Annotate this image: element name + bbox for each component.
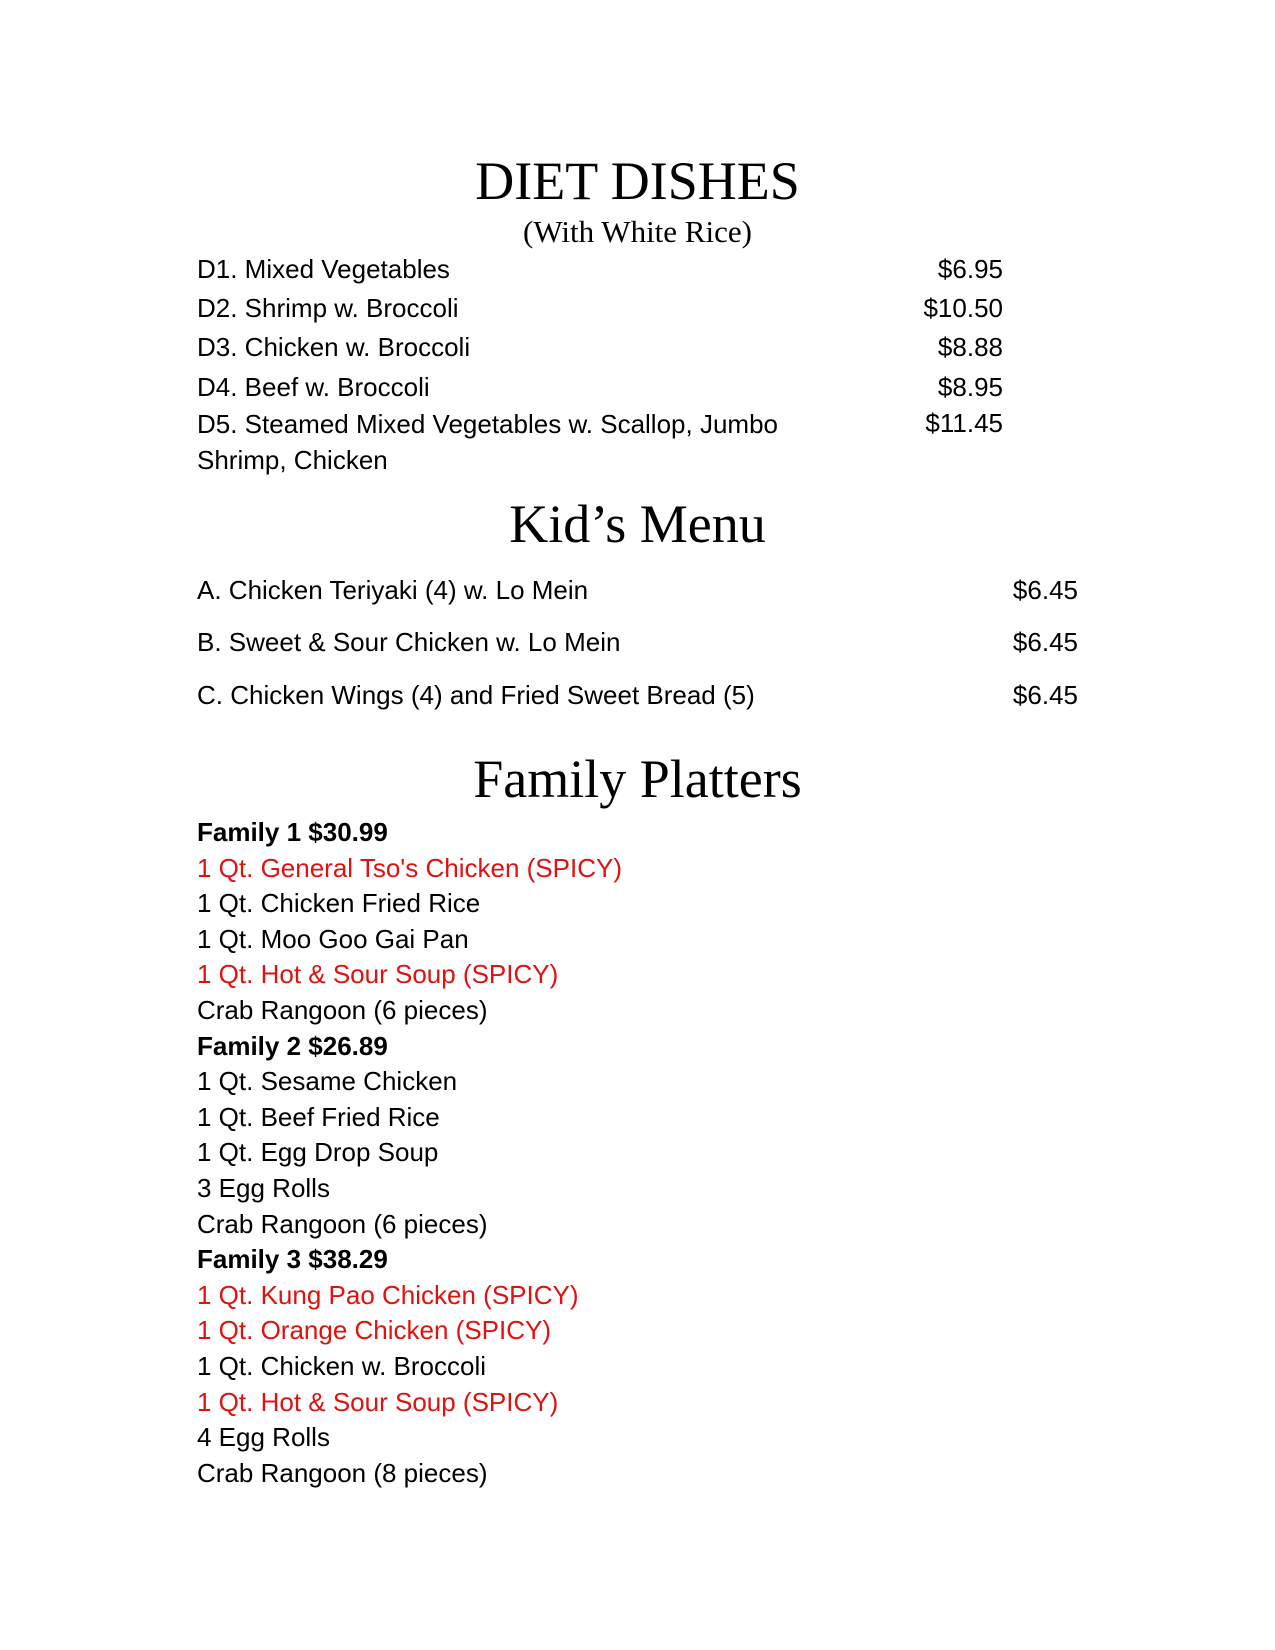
family-item: 1 Qt. Chicken Fried Rice	[197, 888, 481, 918]
family-platter-title: Family 3 $38.29	[197, 1244, 388, 1274]
diet-item-name: D5. Steamed Mixed Vegetables w. Scallop, Jumbo Shrimp, Chicken	[197, 409, 778, 475]
diet-dishes-subtitle: (With White Rice)	[523, 214, 752, 249]
family-item: Crab Rangoon (6 pieces)	[197, 995, 488, 1025]
kids-item-price: $6.45	[1012, 575, 1078, 605]
kids-item-price: $6.45	[1012, 627, 1078, 657]
kids-item-name: C. Chicken Wings (4) and Fried Sweet Bread (5)	[197, 680, 755, 710]
kids-item-name: A. Chicken Teriyaki (4) w. Lo Mein	[197, 575, 589, 605]
family-platter-title: Family 1 $30.99	[197, 817, 388, 847]
family-item: 1 Qt. Beef Fried Rice	[197, 1102, 440, 1132]
family-item: 1 Qt. Sesame Chicken	[197, 1066, 458, 1096]
diet-item-price: $6.95	[937, 254, 1003, 284]
diet-item-price: $10.50	[923, 293, 1003, 323]
diet-item-price: $8.88	[937, 332, 1003, 362]
family-item-spicy: 1 Qt. General Tso's Chicken (SPICY)	[197, 853, 622, 883]
diet-dishes-title: DIET DISHES	[475, 151, 800, 211]
diet-item-price: $11.45	[925, 408, 1003, 438]
diet-item-name: D1. Mixed Vegetables	[197, 254, 450, 284]
kids-item-name: B. Sweet & Sour Chicken w. Lo Mein	[197, 627, 621, 657]
diet-item-price: $8.95	[937, 372, 1003, 402]
family-item: 1 Qt. Egg Drop Soup	[197, 1137, 439, 1167]
family-item: 4 Egg Rolls	[197, 1422, 330, 1452]
family-platter-title: Family 2 $26.89	[197, 1031, 388, 1061]
family-item: 1 Qt. Chicken w. Broccoli	[197, 1351, 486, 1381]
kids-menu-title: Kid’s Menu	[509, 494, 766, 554]
family-item: 3 Egg Rolls	[197, 1173, 330, 1203]
family-item-spicy: 1 Qt. Hot & Sour Soup (SPICY)	[197, 959, 559, 989]
family-item-spicy: 1 Qt. Orange Chicken (SPICY)	[197, 1315, 552, 1345]
diet-item-name: D2. Shrimp w. Broccoli	[197, 293, 459, 323]
diet-item-name: D4. Beef w. Broccoli	[197, 372, 430, 402]
family-item: Crab Rangoon (6 pieces)	[197, 1209, 488, 1239]
family-item: 1 Qt. Moo Goo Gai Pan	[197, 924, 469, 954]
family-item-spicy: 1 Qt. Hot & Sour Soup (SPICY)	[197, 1387, 559, 1417]
family-platters-title: Family Platters	[473, 749, 802, 809]
family-item-spicy: 1 Qt. Kung Pao Chicken (SPICY)	[197, 1280, 579, 1310]
kids-item-price: $6.45	[1012, 680, 1078, 710]
diet-item-name: D3. Chicken w. Broccoli	[197, 332, 471, 362]
family-item: Crab Rangoon (8 pieces)	[197, 1458, 488, 1488]
